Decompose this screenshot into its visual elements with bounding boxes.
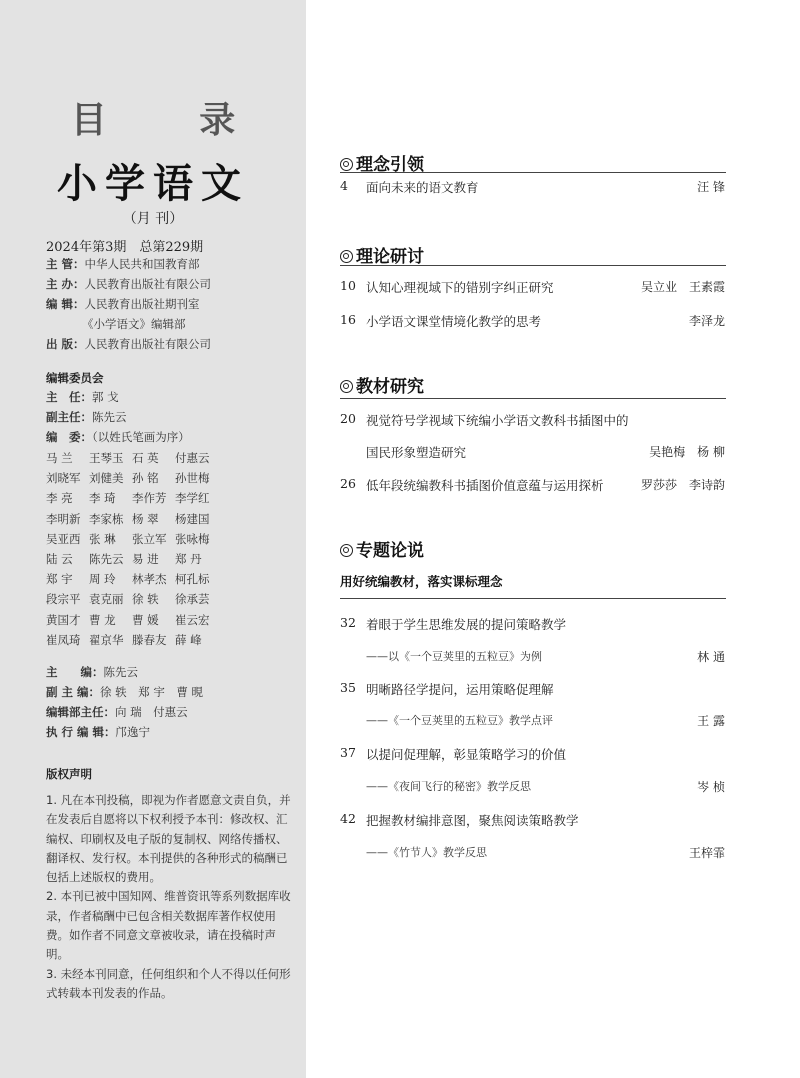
toc-entry-title[interactable]: 小学语文课堂情境化教学的思考 xyxy=(366,314,542,329)
board-member-name: 马 兰 xyxy=(46,451,73,466)
toc-page-number: 10 xyxy=(340,278,356,293)
issue-number: 2024年第3期 总第229期 xyxy=(46,240,204,255)
board-member-name: 徐 轶 xyxy=(132,592,159,607)
member-row xyxy=(46,630,218,650)
toc-page-number: 4 xyxy=(340,178,348,193)
section-heading: 理念引领 xyxy=(340,150,424,175)
board-title: 编辑委员会 xyxy=(46,371,104,385)
meta-editor: 编 辑：人民教育出版社期刊室 xyxy=(46,297,200,311)
copyright-item: 3. 未经本刊同意，任何组织和个人不得以任何形式转载本刊发表的作品。 xyxy=(46,966,291,1000)
circle-bullet-icon xyxy=(340,250,353,263)
toc-page-number: 35 xyxy=(340,680,356,695)
toc-entry-title[interactable]: 明晰路径学提问，运用策略促理解 xyxy=(366,682,554,697)
member-row xyxy=(46,448,218,468)
toc-heading: 目 录 xyxy=(70,100,276,141)
board-chair: 主 任：郭 戈 xyxy=(46,390,119,404)
staff-editor-in-chief: 主 编：陈先云 xyxy=(46,665,138,679)
meta-publisher: 出 版：人民教育出版社有限公司 xyxy=(46,337,212,351)
board-member-name: 周 玲 xyxy=(89,572,116,587)
toc-entry-subtitle: ——以《一个豆荚里的五粒豆》为例 xyxy=(366,650,542,663)
toc-entry-subtitle: ——《夜间飞行的秘密》教学反思 xyxy=(366,780,531,793)
staff-dept-directors: 编辑部主任：向 瑞 付惠云 xyxy=(46,705,188,719)
board-member-name: 袁克丽 xyxy=(89,592,124,607)
board-member-name: 徐承芸 xyxy=(175,592,210,607)
board-member-name: 翟京华 xyxy=(89,632,124,647)
toc-entry-author: 林 通 xyxy=(697,650,725,664)
board-member-name: 刘晓军 xyxy=(46,471,81,486)
board-member-name: 段宗平 xyxy=(46,592,81,607)
board-member-name: 郑 丹 xyxy=(175,552,202,567)
board-member-name: 张咏梅 xyxy=(175,531,210,546)
board-member-name: 刘健美 xyxy=(89,471,124,486)
toc-entry-author: 王 露 xyxy=(697,714,725,728)
toc-entry-title[interactable]: 着眼于学生思维发展的提问策略教学 xyxy=(366,617,567,632)
copyright-item: 1. 凡在本刊投稿，即视为作者愿意文责自负，并在发表后自愿将以下权利授予本刊：修改权、汇编权、印刷权及电子版的复制权、网络传播权、翻译权、发行权。本刊提供的各种形式的稿酬已包括上述版权的费用。 xyxy=(46,793,291,885)
board-member-name: 林孝杰 xyxy=(132,572,167,587)
board-member-name: 李 琦 xyxy=(89,491,116,506)
member-row xyxy=(46,589,218,609)
member-row xyxy=(46,509,218,529)
copyright-text xyxy=(46,791,296,1003)
board-member-name: 李明新 xyxy=(46,511,81,526)
circle-bullet-icon xyxy=(340,380,353,393)
section-divider xyxy=(340,172,726,173)
board-member-name: 李学红 xyxy=(175,491,210,506)
topic-subheading: 用好统编教材，落实课标理念 xyxy=(340,574,503,589)
board-member-name: 张立军 xyxy=(132,531,167,546)
member-row xyxy=(46,468,218,488)
board-member-name: 吴亚西 xyxy=(46,531,81,546)
frequency-label: （月 刊） xyxy=(122,211,184,227)
toc-entry-author: 吴立业 王素霞 xyxy=(640,280,725,294)
board-member-name: 柯孔标 xyxy=(175,572,210,587)
board-member-name: 李 亮 xyxy=(46,491,73,506)
toc-entry-author: 岑 桢 xyxy=(697,780,725,794)
toc-entry-author: 李泽龙 xyxy=(688,314,725,328)
board-member-name: 曹 媛 xyxy=(132,612,159,627)
section-divider xyxy=(340,265,726,266)
section-divider xyxy=(340,598,726,599)
board-members-label: 编 委：（以姓氏笔画为序） xyxy=(46,430,190,444)
board-member-name: 张 琳 xyxy=(89,531,116,546)
board-member-name: 滕春友 xyxy=(132,632,167,647)
board-member-name: 曹 龙 xyxy=(89,612,116,627)
toc-page-number: 37 xyxy=(340,745,356,760)
staff-executive-editor: 执 行 编 辑：邝逸宁 xyxy=(46,725,151,739)
board-member-name: 杨 翠 xyxy=(132,511,159,526)
toc-entry-title[interactable]: 低年段统编教科书插图价值意蕴与运用探析 xyxy=(366,478,604,493)
copyright-title: 版权声明 xyxy=(46,767,92,781)
toc-entry-subtitle: ——《竹节人》教学反思 xyxy=(366,846,487,859)
section-heading: 专题论说 xyxy=(340,536,424,561)
toc-entry-author: 吴艳梅 杨 柳 xyxy=(649,445,725,459)
member-row xyxy=(46,488,218,508)
toc-entry-author: 汪 锋 xyxy=(697,180,725,194)
meta-editor-dept: 《小学语文》编辑部 xyxy=(82,317,186,331)
toc-entry-title[interactable]: 把握教材编排意图，聚焦阅读策略教学 xyxy=(366,813,579,828)
board-member-name: 王琴玉 xyxy=(89,451,124,466)
circle-bullet-icon xyxy=(340,158,353,171)
member-row xyxy=(46,610,218,630)
board-member-name: 李家栋 xyxy=(89,511,124,526)
toc-entry-title[interactable]: 视觉符号学视域下统编小学语文教科书插图中的 xyxy=(366,413,629,428)
member-row xyxy=(46,569,218,589)
board-member-name: 崔云宏 xyxy=(175,612,210,627)
copyright-item: 2. 本刊已被中国知网、维普资讯等系列数据库收录，作者稿酬中已包含相关数据库著作权使用费。如作者不同意文章被收录，请在投稿时声明。 xyxy=(46,889,291,962)
member-row xyxy=(46,549,218,569)
toc-entry-author: 王梓霏 xyxy=(688,846,725,860)
board-member-name: 黄国才 xyxy=(46,612,81,627)
toc-entry-author: 罗莎莎 李诗韵 xyxy=(640,478,725,492)
board-member-name: 孙世梅 xyxy=(175,471,210,486)
board-members xyxy=(46,448,218,650)
magazine-title: 小学语文 xyxy=(57,160,249,207)
board-member-name: 陈先云 xyxy=(89,552,124,567)
staff-deputy-editors: 副 主 编：徐 轶 郑 宇 曹 晛 xyxy=(46,685,203,699)
toc-entry-title[interactable]: 认知心理视域下的错别字纠正研究 xyxy=(366,280,554,295)
board-member-name: 李作芳 xyxy=(132,491,167,506)
board-member-name: 陆 云 xyxy=(46,552,73,567)
section-divider xyxy=(340,398,726,399)
meta-supervisor: 主 管：中华人民共和国教育部 xyxy=(46,257,200,271)
board-member-name: 易 进 xyxy=(132,552,159,567)
toc-page-number: 42 xyxy=(340,811,356,826)
board-member-name: 孙 铭 xyxy=(132,471,159,486)
toc-page-number: 26 xyxy=(340,476,356,491)
member-row xyxy=(46,529,218,549)
section-heading: 理论研讨 xyxy=(340,242,424,267)
toc-entry-title[interactable]: 面向未来的语文教育 xyxy=(366,180,479,195)
meta-sponsor: 主 办：人民教育出版社有限公司 xyxy=(46,277,212,291)
board-member-name: 石 英 xyxy=(132,451,159,466)
toc-page-number: 32 xyxy=(340,615,356,630)
toc-entry-title[interactable]: 以提问促理解，彰显策略学习的价值 xyxy=(366,747,567,762)
toc-page-number: 16 xyxy=(340,312,356,327)
board-member-name: 郑 宇 xyxy=(46,572,73,587)
board-member-name: 崔凤琦 xyxy=(46,632,81,647)
section-heading: 教材研究 xyxy=(340,372,424,397)
toc-page-number: 20 xyxy=(340,411,356,426)
board-member-name: 杨建国 xyxy=(175,511,210,526)
circle-bullet-icon xyxy=(340,544,353,557)
board-member-name: 付惠云 xyxy=(175,451,210,466)
toc-entry-title-cont[interactable]: 国民形象塑造研究 xyxy=(366,445,467,460)
board-vice: 副主任：陈先云 xyxy=(46,410,127,424)
board-member-name: 薛 峰 xyxy=(175,632,202,647)
toc-entry-subtitle: ——《一个豆荚里的五粒豆》教学点评 xyxy=(366,714,553,727)
